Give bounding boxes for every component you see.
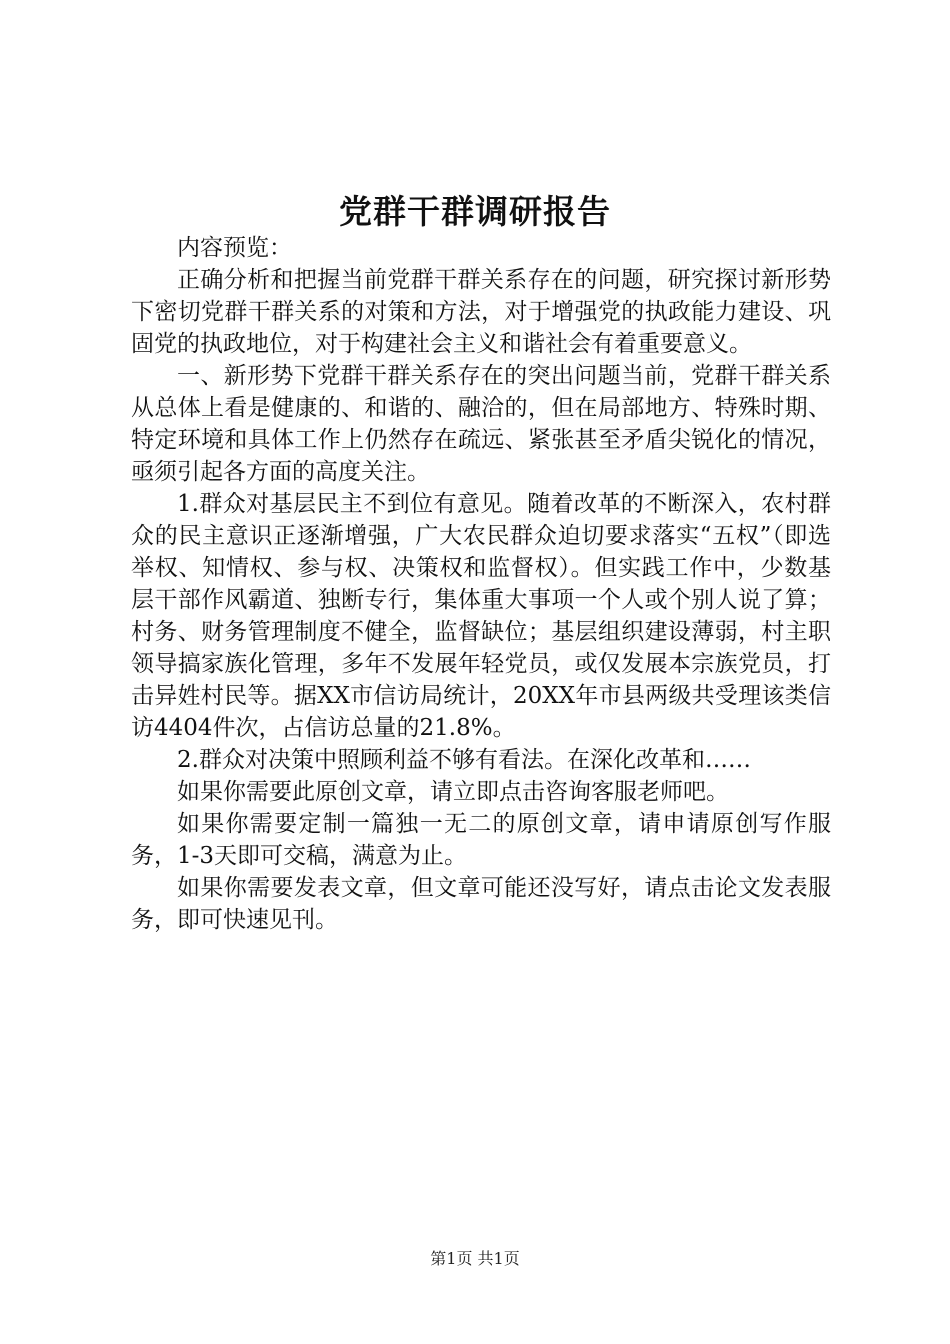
document-title: 党群干群调研报告 [339,192,611,231]
paragraph-section-one: 一、新形势下党群干群关系存在的突出问题当前，党群干群关系从总体上看是健康的、和谐的、融洽的，但在局部地方、特殊时期、特定环境和具体工作上仍然存在疏远、紧张甚至矛盾尖锐化的情况，亟须引起各方面的高度关注。 [131,363,831,485]
paragraph-point-two: 2.群众对决策中照顾利益不够有看法。在深化改革和…… [177,747,751,773]
paragraph-point-one: 1.群众对基层民主不到位有意见。随着改革的不断深入，农村群众的民主意识正逐渐增强，广大农民群众迫切要求落实“五权”（即选举权、知情权、参与权、决策权和监督权）。但实践工作中，少数基层干部作风霸道、独断专行，集体重大事项一个人或个别人说了算；村务、财务管理制度不健全，监督缺位；基层组织建设薄弱，村主职领导搞家族化管理，多年不发展年轻党员，或仅发展本宗族党员，打击异姓村民等。据XX市信访局统计，20XX年市县两级共受理该类信访4404件次，占信访总量的21.8%。 [131,491,831,741]
document-body [131,232,831,936]
paragraph-publish-service[interactable]: 如果你需要发表文章，但文章可能还没写好，请点击论文发表服务，即可快速见刊。 [131,875,831,933]
paragraph-intro: 正确分析和把握当前党群干群关系存在的问题，研究探讨新形势下密切党群干群关系的对策和方法，对于增强党的执政能力建设、巩固党的执政地位，对于构建社会主义和谐社会有着重要意义。 [131,267,831,357]
paragraph-custom-writing[interactable]: 如果你需要定制一篇独一无二的原创文章，请申请原创写作服务，1-3天即可交稿，满意为止。 [131,811,831,869]
page-footer: 第1页 共1页 [430,1249,520,1268]
paragraph-consult-link[interactable]: 如果你需要此原创文章，请立即点击咨询客服老师吧。 [177,779,729,805]
preview-label: 内容预览： [177,235,292,261]
